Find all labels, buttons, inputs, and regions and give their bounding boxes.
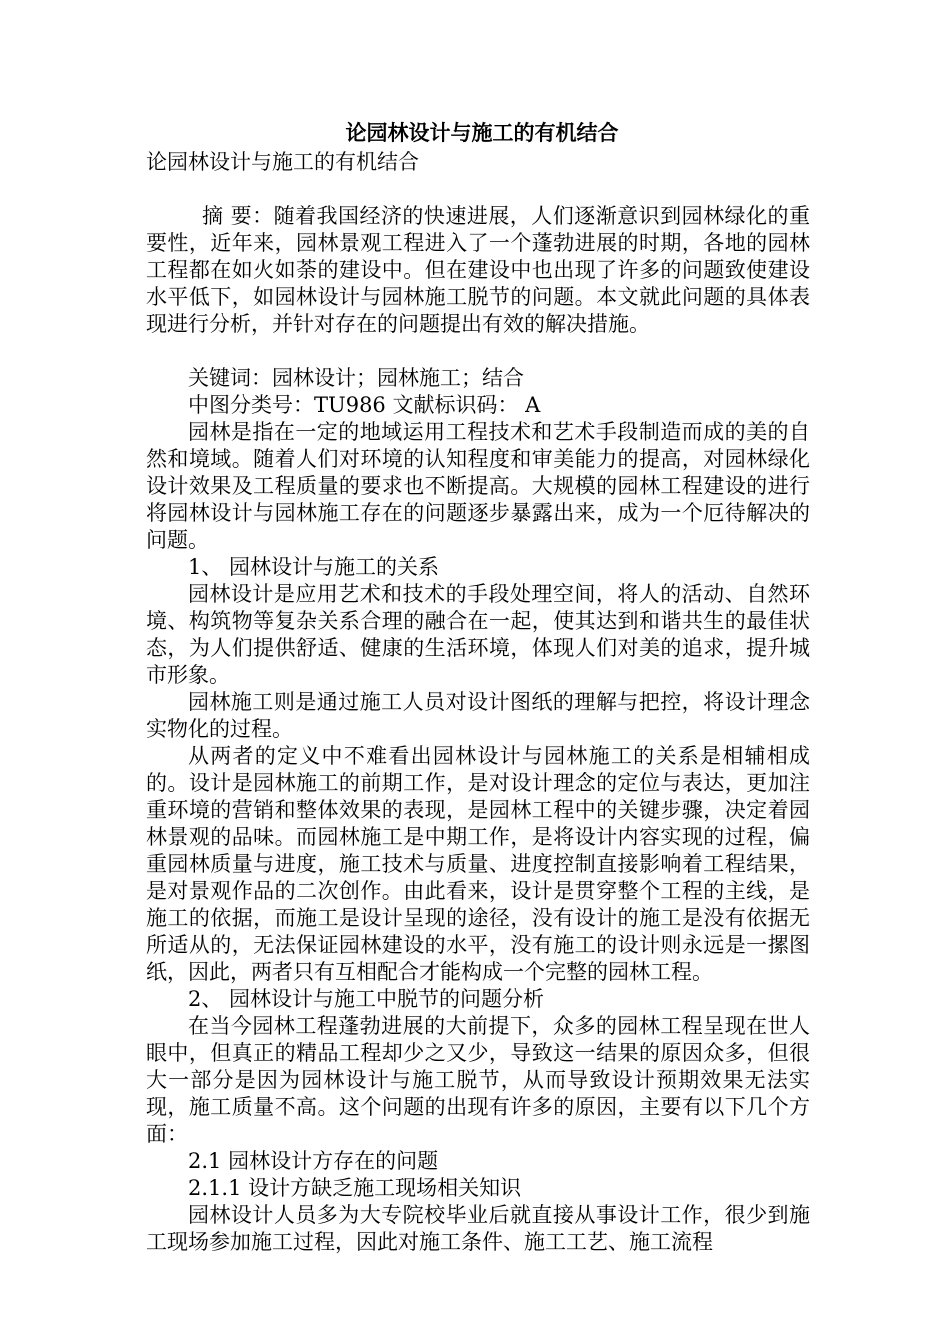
section-2-paragraph-1: 在当今园林工程蓬勃进展的大前提下，众多的园林工程呈现在世人眼中，但真正的精品工程却少之又少，导致这一结果的原因众多，但很大一部分是因为园林设计与施工脱节，从而导致设计预期效果无法实现，施工质量不高。这个问题的出现有许多的原因，主要有以下几个方面： bbox=[146, 1014, 810, 1146]
blank-line bbox=[146, 176, 810, 203]
blank-line bbox=[146, 338, 810, 365]
section-2-1-1-heading: 2.1.1 设计方缺乏施工现场相关知识 bbox=[188, 1176, 522, 1200]
section-1-heading: 1、 园林设计与施工的关系 bbox=[188, 555, 440, 579]
section-1-paragraph-3: 从两者的定义中不难看出园林设计与园林施工的关系是相辅相成的。设计是园林施工的前期工作，是对设计理念的定位与表达，更加注重环境的营销和整体效果的表现，是园林工程中的关键步骤，决定着园林景观的品味。而园林施工是中期工作，是将设计内容实现的过程，偏重园林质量与进度，施工技术与质量、进度控制直接影响着工程结果，是对景观作品的二次创作。由此看来，设计是贯穿整个工程的主线，是施工的依据，而施工是设计呈现的途径，没有设计的施工是没有依据无所适从的，无法保证园林建设的水平，没有施工的设计则永远是一摞图纸，因此，两者只有互相配合才能构成一个完整的园林工程。 bbox=[146, 744, 810, 984]
section-1-paragraph-1: 园林设计是应用艺术和技术的手段处理空间，将人的活动、自然环境、构筑物等复杂关系合理的融合在一起，使其达到和谐共生的最佳状态，为人们提供舒适、健康的生活环境，体现人们对美的追求，提升城市形象。 bbox=[146, 582, 810, 687]
section-2-heading: 2、 园林设计与施工中脱节的问题分析 bbox=[188, 987, 545, 1011]
document-title: 论园林设计与施工的有机结合 bbox=[345, 120, 619, 145]
keywords-line: 关键词：园林设计；园林施工；结合 bbox=[188, 366, 524, 390]
intro-paragraph: 园林是指在一定的地域运用工程技术和艺术手段制造而成的美的自然和境域。随着人们对环境的认知程度和审美能力的提高，对园林绿化设计效果及工程质量的要求也不断提高。大规模的园林工程建设的进行将园林设计与园林施工存在的问题逐步暴露出来，成为一个厄待解决的问题。 bbox=[146, 420, 810, 552]
document-subtitle: 论园林设计与施工的有机结合 bbox=[146, 150, 419, 174]
section-2-1-1-paragraph-1: 园林设计人员多为大专院校毕业后就直接从事设计工作，很少到施工现场参加施工过程，因此对施工条件、施工工艺、施工流程 bbox=[146, 1203, 810, 1254]
classification-line: 中图分类号：TU986 文献标识码： A bbox=[188, 393, 541, 417]
section-1-paragraph-2: 园林施工则是通过施工人员对设计图纸的理解与把控，将设计理念实物化的过程。 bbox=[146, 690, 810, 741]
section-2-1-heading: 2.1 园林设计方存在的问题 bbox=[188, 1149, 439, 1173]
document-page bbox=[146, 118, 810, 1256]
abstract-paragraph: 摘 要：随着我国经济的快速进展，人们逐渐意识到园林绿化的重要性，近年来，园林景观工程进入了一个蓬勃进展的时期，各地的园林工程都在如火如荼的建设中。但在建设中也出现了许多的问题致使建设水平低下，如园林设计与园林施工脱节的问题。本文就此问题的具体表现进行分析，并针对存在的问题提出有效的解决措施。 bbox=[146, 204, 810, 336]
